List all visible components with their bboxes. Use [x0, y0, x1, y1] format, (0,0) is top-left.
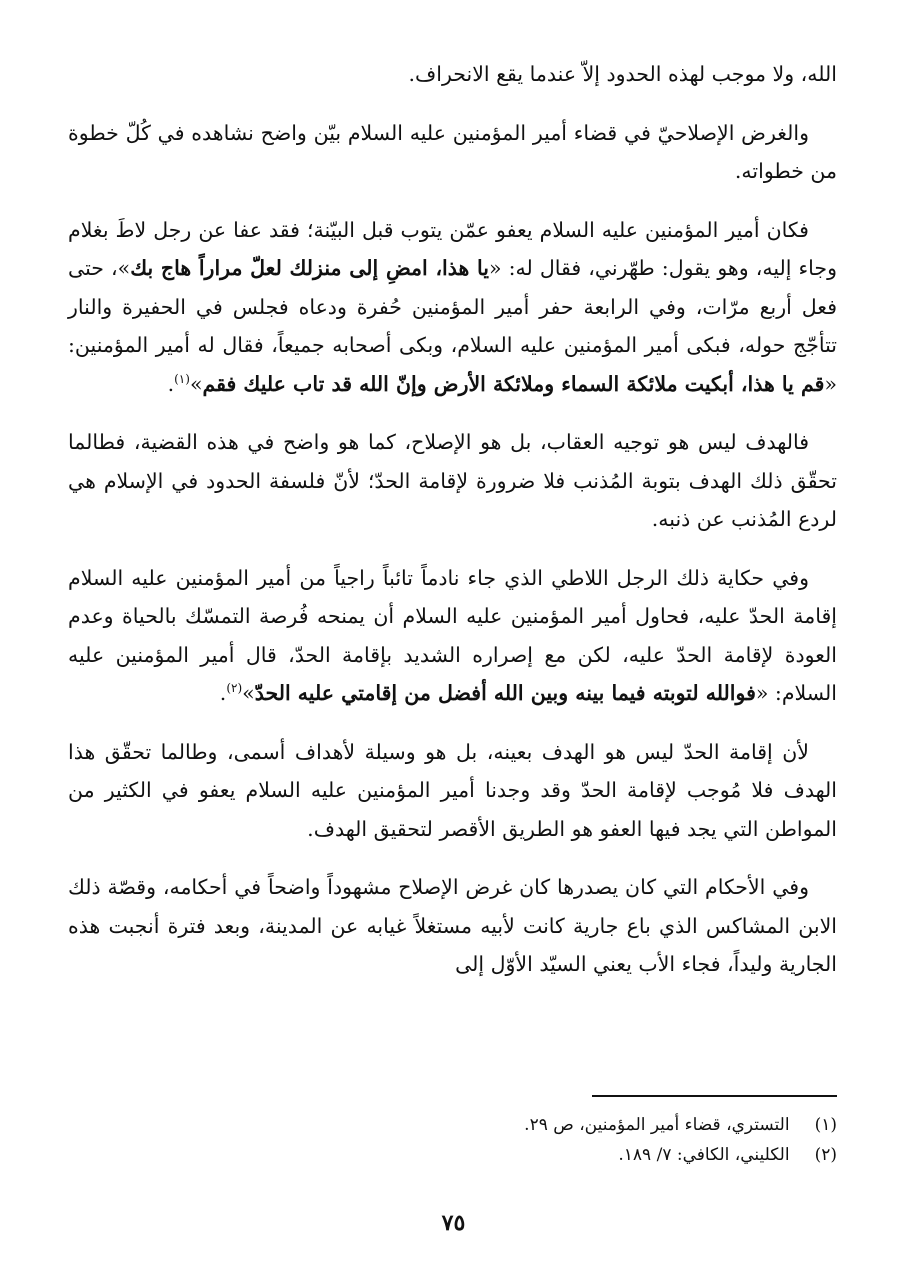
footnote-separator — [592, 1095, 837, 1097]
paragraph — [68, 733, 837, 849]
text-run: فالهدف ليس هو توجيه العقاب، بل هو الإصلاح، كما هو واضح في هذه القضية، فطالما تحقّق ذلك الهدف بتوبة المُذنب فلا ضرورة لإقامة الحدّ؛ لأنّ فلسفة الحدود في الإسلام هي لردع المُذنب عن ذنبه. — [68, 430, 837, 531]
body-text — [68, 55, 837, 984]
paragraph — [68, 55, 837, 94]
footnote-ref: (١) — [174, 371, 190, 386]
paragraph — [68, 423, 837, 539]
text-run: » — [189, 371, 203, 396]
quoted-saying: قم يا هذا، أبكيت ملائكة السماء وملائكة الأرض وإنّ الله قد تاب عليك فقم — [202, 371, 825, 396]
text-run: »، حتى فعل أربع مرّات، وفي الرابعة حفر أمير المؤمنين حُفرة ودعاه فجلس في الحفيرة والنار تتأجّج حوله، فبكى أمير المؤمنين عليه السلام، وبكى أصحابه جميعاً، فقال له أمير المؤمنين: « — [68, 256, 837, 396]
page-number: ٧٥ — [441, 1210, 466, 1236]
quoted-saying: يا هذا، امضِ إلى منزلك لعلّ مراراً هاج بك — [130, 256, 489, 280]
footnotes — [137, 1110, 837, 1170]
footnote-text: التستري، قضاء أمير المؤمنين، ص ٢٩. — [524, 1115, 790, 1135]
text-run: وفي حكاية ذلك الرجل اللاطي الذي جاء نادماً تائباً راجياً من أمير المؤمنين عليه السلام إقامة الحدّ عليه، فحاول أمير المؤمنين عليه السلام أن يمنحه فُرصة التمسّك بالحياة وعدم العودة لإقامة الحدّ عليه، لكن مع إصراره الشديد بإقامة الحدّ، قال أمير المؤمنين عليه السلام: « — [68, 565, 837, 705]
text-run: فكان أمير المؤمنين عليه السلام يعفو عمّن يتوب قبل البيّنة؛ فقد عفا عن رجل لاطَ بغلام وجاء إليه، وهو يقول: طهّرني، فقال له: « — [68, 217, 837, 280]
paragraph — [68, 559, 837, 713]
paragraph — [68, 211, 837, 404]
footnote-number: (٢) — [814, 1145, 837, 1165]
footnote-number: (١) — [814, 1115, 837, 1135]
text-run: . — [167, 371, 175, 396]
text-run: . — [219, 681, 227, 705]
quoted-saying: فوالله لتوبته فيما بينه وبين الله أفضل من إقامتي عليه الحدّ — [254, 681, 756, 705]
text-run: الله، ولا موجب لهذه الحدود إلاّ عندما يقع الانحراف. — [408, 62, 837, 86]
footnote — [137, 1110, 837, 1140]
text-run: » — [242, 681, 255, 705]
paragraph — [68, 868, 837, 984]
text-run: وفي الأحكام التي كان يصدرها كان غرض الإصلاح مشهوداً واضحاً في أحكامه، وقصّة ذلك الابن المشاكس الذي باع جارية كانت لأبيه مستغلاً غيابه عن المدينة، وبعد فترة أنجبت هذه الجارية وليداً، فجاء الأب يعني السيّد الأوّل إلى — [68, 875, 837, 976]
footnote-text: الكليني، الكافي: ٧/ ١٨٩. — [618, 1145, 790, 1165]
text-run: لأن إقامة الحدّ ليس هو الهدف بعينه، بل هو وسيلة لأهداف أسمى، وطالما تحقّق هذا الهدف فلا مُوجب لإقامة الحدّ وقد وجدنا أمير المؤمنين عليه السلام يعفو في الكثير من المواطن التي يجد فيها العفو هو الطريق الأقصر لتحقيق الهدف. — [68, 739, 837, 841]
footnote — [137, 1140, 837, 1170]
text-run: والغرض الإصلاحيّ في قضاء أمير المؤمنين عليه السلام بيّن واضح نشاهده في كُلّ خطوة من خطواته. — [68, 120, 837, 183]
paragraph — [68, 114, 837, 191]
footnote-ref: (٢) — [226, 681, 243, 696]
